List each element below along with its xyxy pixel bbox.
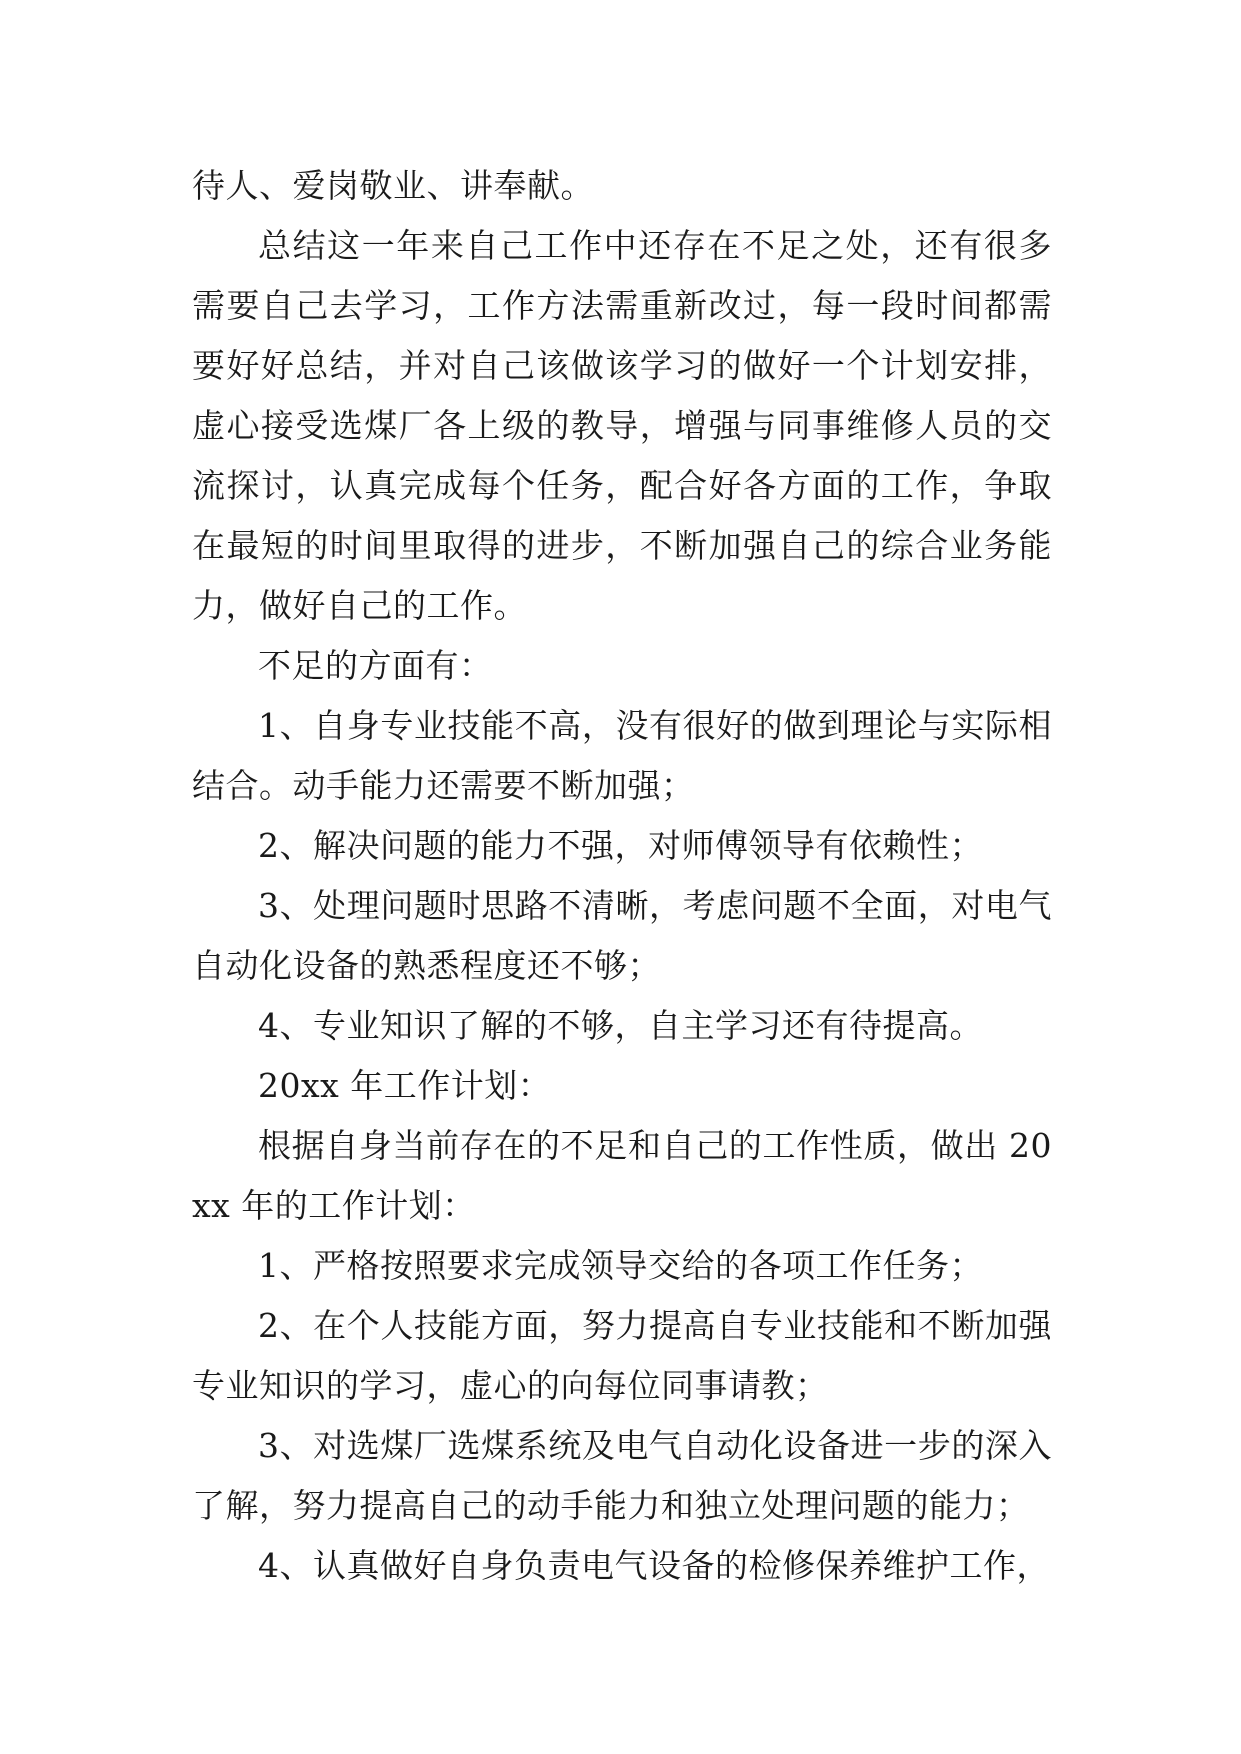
document-body (192, 156, 1052, 1596)
paragraph-4: 1、自身专业技能不高，没有很好的做到理论与实际相结合。动手能力还需要不断加强； (192, 706, 1052, 805)
paragraph-12: 3、对选煤厂选煤系统及电气自动化设备进一步的深入了解，努力提高自己的动手能力和独立处理问题的能力； (192, 1426, 1052, 1525)
paragraph-7: 4、专业知识了解的不够，自主学习还有待提高。 (258, 1006, 983, 1045)
paragraph-11: 2、在个人技能方面，努力提高自专业技能和不断加强专业知识的学习，虚心的向每位同事请教； (192, 1306, 1052, 1405)
paragraph-9: 根据自身当前存在的不足和自己的工作性质，做出 20xx 年的工作计划： (192, 1126, 1052, 1225)
paragraph-10: 1、严格按照要求完成领导交给的各项工作任务； (258, 1246, 983, 1285)
paragraph-13: 4、认真做好自身负责电气设备的检修保养维护工作， (258, 1546, 1050, 1585)
paragraph-8: 20xx 年工作计划： (258, 1066, 552, 1105)
paragraph-1: 待人、爱岗敬业、讲奉献。 (192, 166, 594, 205)
paragraph-2: 总结这一年来自己工作中还存在不足之处，还有很多需要自己去学习，工作方法需重新改过，每一段时间都需要好好总结，并对自己该做该学习的做好一个计划安排，虚心接受选煤厂各上级的教导，增强与同事维修人员的交流探讨，认真完成每个任务，配合好各方面的工作，争取在最短的时间里取得的进步，不断加强自己的综合业务能力，做好自己的工作。 (192, 226, 1052, 625)
paragraph-6: 3、处理问题时思路不清晰，考虑问题不全面，对电气自动化设备的熟悉程度还不够； (192, 886, 1052, 985)
paragraph-5: 2、解决问题的能力不强，对师傅领导有依赖性； (258, 826, 983, 865)
paragraph-3: 不足的方面有： (258, 646, 493, 685)
